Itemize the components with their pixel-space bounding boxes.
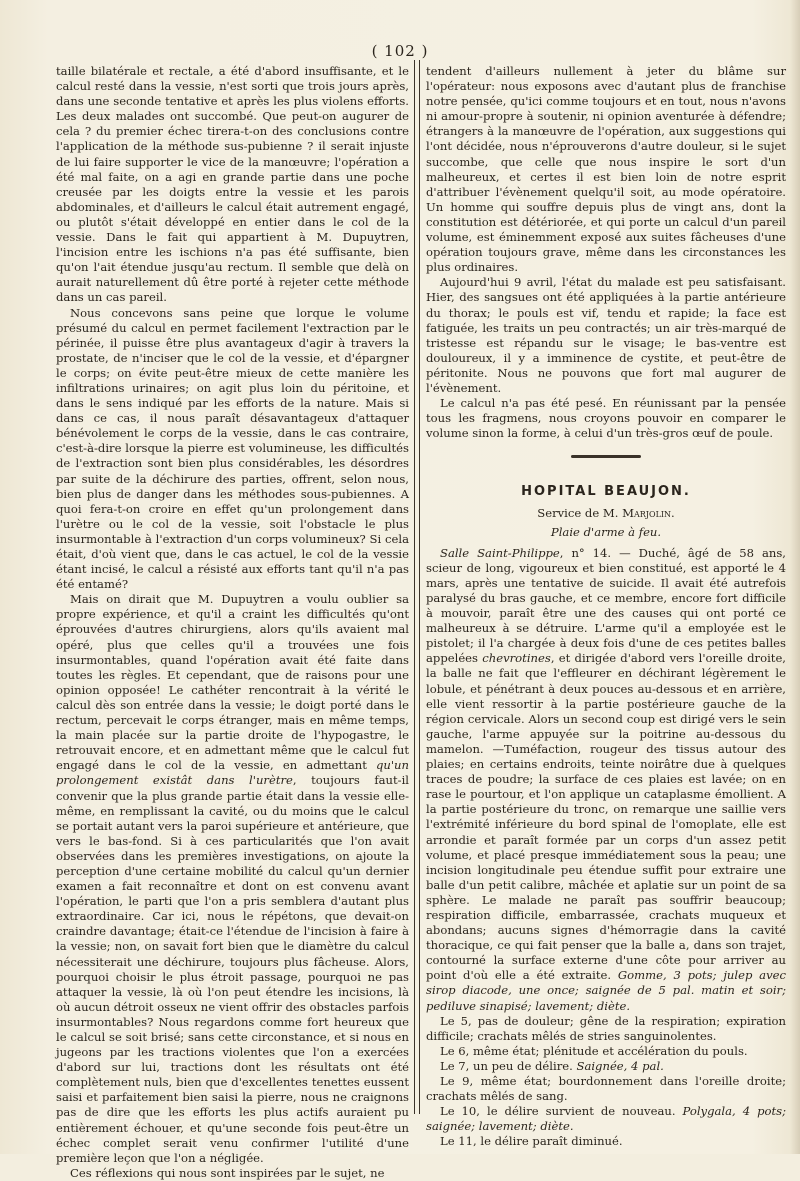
- section-title: HOPITAL BEAUJON.: [521, 484, 691, 500]
- case-title: Plaie d'arme à feu.: [550, 524, 662, 539]
- prescription: Saignée, 4 pal.: [576, 1058, 664, 1073]
- service-name: Marjolin.: [622, 505, 675, 520]
- ward-name: Salle Saint-Philippe: [440, 545, 560, 560]
- paragraph-text: Le 7, un peu de délire.: [440, 1058, 577, 1073]
- paragraph-text: , et dirigée d'abord vers l'oreille droite, la balle ne fait que l'effleurer en déchirant légèrement le lobule, et pénétrant à deux pouces au-dessous et en arrière, elle vient ressortir à la partie postérieure gauche de la région cervicale. Alors un second coup est dirigé vers le sein gauche, l'arme appuyée sur la poitrine au-dessous du mamelon. —Tuméfaction, rougeur des tissus autour des plaies; en certains endroits, teinte noirâtre due à quelques traces de poudre; la surface de ces plaies est lavée; on en rase le pourtour, et l'on applique un cataplasme émollient. A la partie postérieure du tronc, on remarque une saillie vers l'extrémité inférieure du bord spinal de l'omoplate, elle est arrondie et paraît formée par un corps d'un assez petit volume, et placé presque immédiatement sous la peau; une incision longitudinale peu étendue suffit pour extraire une balle d'un petit calibre, mâchée et aplatie sur un point de sa sphère. Le malade ne paraît pas souffrir beaucoup; respiration difficile, embarrassée, crachats muqueux et abondans; aucuns signes d'hémorragie dans la cavité thoracique, ce qui fait penser que la balle a, dans son trajet, contourné la surface externe d'une côte pour arriver au point d'où elle a été extraite.: [426, 651, 786, 983]
- paragraph-text: faut-il convenir que la plus grande partie était dans la vessie elle-même, en remplissant la cavité, ou du moins que le calcul se portait autant vers la paroi supérieure et antérieure, que vers le bas-fond. Si à ces particularités que l'on avait observées dans les premières investigations, on ajoute la perception d'une certaine mobilité du calcul qu'un dernier examen a fait reconnaître et dont on est convenu avant l'opération, le parti que l'on a pris semblera d'autant plus extraordinaire. Car ici, nous le répétons, que devait-on craindre davantage; était-ce l'étendue de l'incision à faire à la vessie; non, on savait fort bien que le diamètre du calcul nécessiterait une déchirure, toujours plus fâcheuse. Alors, pourquoi choisir le plus étroit passage, pourquoi ne pas attaquer la vessie, là où l'on peut étendre les incisions, là où aucun détroit osseux ne vient offrir des obstacles parfois insurmontables? Nous regardons comme fort heureux que le calcul se soit brisé; sans cette circonstance, et si nous en jugeons par les tractions violentes que l'on a exercées d'abord sur lui, tractions dont les résultats ont été complètement nuls, bien que d'excellentes tenettes eussent saisi et parfaitement bien saisi la pierre, nous ne craignons pas de dire que les efforts les plus actifs auraient pu entièrement échouer, et qu'une seconde fois peut-être un échec complet serait venu confirmer l'utilité d'une première leçon que l'on a négligée.: [56, 773, 410, 1165]
- italic-phrase: qu'un prolongement existât dans l'urètre: [56, 758, 409, 788]
- paragraph: [56, 592, 409, 1166]
- page-number: ( 102 ): [371, 42, 429, 60]
- paragraph-text: , n° 14. — Duché, âgé de 58 ans, scieur de long, vigoureux et bien constitué, est apporté le 4 mars, après une tentative de suicide. Il avait été autrefois paralysé du bras gauche, et ce membre, encore fort difficile à mouvoir, paraît être une des causes qui ont porté ce malheureux à se détruire. L'arme qu'il a employée est le pistolet; il l'a chargée à deux fois d'une de ces petites balles appelées: [426, 545, 786, 666]
- column-divider: [414, 60, 420, 1114]
- paragraph: Nous concevons sans peine que lorque le volume présumé du calcul en permet facilement l'extraction par le périnée, il puisse être plus avantageux d'agir à travers la prostate, de n'inciser que le col de la vessie, et d'épargner le corps; on évite peut-être mieux de cette manière les infiltrations urinaires; on agit plus loin du péritoine, et dans le sens indiqué par les efforts de la nature. Mais si dans ce cas, il nous paraît désavantageux d'attaquer bénévolement le corps de la vessie, dans le cas contraire, c'est-à-dire lorsque la pierre est volumineuse, les difficultés de l'extraction sont bien plus considérables, les désordres par suite de la déchirure des parties, offrent, selon nous, bien plus de danger dans les méthodes sous-pubiennes. A quoi fera-t-on croire en effet qu'un prolongement dans l'urètre ou le col de la vessie, soit l'obstacle le plus insurmontable à l'extraction d'un corps volumineux? Si cela était, d'où vient que, dans le cas actuel, le col de la vessie étant incisé, le calcul a résisté aux efforts tant qu'il n'a pas été entamé?: [56, 305, 409, 592]
- paragraph-text: , toujours: [292, 773, 360, 788]
- paragraph-text: Mais on dirait que M. Dupuytren a voulu oublier sa propre expérience, et qu'il a craint les difficultés qu'ont éprouvées d'autres chirurgiens, alors qu'ils avaient mal opéré, plus que celles qu'il a trouvées une fois insurmontables, quand l'opération avait été faite dans toutes les règles. Et cependant, que de raisons pour une opinion opposée! Le cathéter rencontrait à la vérité le calcul dès son entrée dans la vessie; le doigt porté dans le rectum, percevait le corps étranger, mais en même temps, la main placée sur la partie droite de l'hypogastre, le retrouvait encore, et en admettant même que le calcul fut engagé dans le col de la vessie, en admettant: [56, 592, 409, 773]
- italic-word: chevrotines: [482, 651, 551, 666]
- section-separator: [426, 449, 786, 464]
- right-column: [426, 64, 786, 1149]
- paragraph: Ces réflexions qui nous sont inspirées par le sujet, ne: [70, 1165, 385, 1180]
- daily-note: Le 6, même état; plénitude et accélération du pouls.: [440, 1043, 748, 1058]
- daily-note: Le 5, pas de douleur; gêne de la respiration; expiration difficile; crachats mêlés de stries sanguinolentes.: [426, 1013, 786, 1043]
- prescription: Polygala, 4 pots; saignée; lavement; diète.: [426, 1104, 787, 1134]
- prescription: Gomme, 3 pots; julep avec sirop diacode, une once; saignée de 5 pal. matin et soir; pediluve sinapisé; lavement; diète.: [426, 968, 786, 1013]
- daily-note: [426, 1059, 786, 1074]
- daily-note: Le 11, le délire paraît diminué.: [440, 1134, 623, 1149]
- paragraph: Le calcul n'a pas été pesé. En réunissant par la pensée tous les fragmens, nous croyons pouvoir en comparer le volume sinon la forme, à celui d'un très-gros œuf de poule.: [426, 396, 786, 441]
- paragraph: Aujourd'hui 9 avril, l'état du malade est peu satisfaisant. Hier, des sangsues ont été appliquées à la partie antérieure du thorax; le pouls est vif, tendu et rapide; la face est fatiguée, les traits un peu contractés; un air très-marqué de tristesse est répandu sur le visage; le bas-ventre est douloureux, il y a imminence de cystite, et peut-être de péritonite. Nous ne pouvons que fort mal augurer de l'évènement.: [426, 275, 786, 395]
- case-report: [426, 546, 786, 1014]
- service-line: [426, 506, 786, 521]
- page-edge-shadow: [790, 0, 800, 1154]
- daily-note: [426, 1104, 786, 1134]
- left-column: [56, 64, 409, 1181]
- paragraph-text: Le 10, le délire survient de nouveau.: [440, 1104, 683, 1119]
- service-prefix: Service de M.: [537, 505, 623, 520]
- paragraph: tendent d'ailleurs nullement à jeter du blâme sur l'opérateur: nous exposons avec d'autant plus de franchise notre pensée, qu'ici comme toujours et en tout, nous n'avons ni amour-propre à soutenir, ni opinion aventurée à défendre; étrangers à la manœuvre de l'opération, aux suggestions qui l'ont décidée, nous n'éprouverons d'autre douleur, si le sujet succombe, que celle que nous inspire le sort d'un malheureux, et certes il est bien loin de notre esprit d'attribuer l'évènement quelqu'il soit, au mode opératoire. Un homme qui souffre depuis plus de vingt ans, dont la constitution est détériorée, et qui porte un calcul d'un pareil volume, est éminemment exposé aux suites fâcheuses d'une opération toujours grave, même dans les circonstances les plus ordinaires.: [426, 64, 786, 275]
- paragraph: taille bilatérale et rectale, a été d'abord insuffisante, et le calcul resté dans la vessie, n'est sorti que trois jours après, dans une seconde tentative et après les plus violens efforts. Les deux malades ont succombé. Que peut-on augurer de cela ? du premier échec tirera-t-on des conclusions contre l'application de la méthode sus-pubienne ? il serait injuste de lui faire supporter le vice de la manœuvre; l'opération a été mal faite, on a agi en grande partie dans une poche creusée par les doigts entre la vessie et les parois abdominales, et d'ailleurs le calcul était autrement engagé, ou plutôt s'était développé en entier dans le col de la vessie. Dans le fait qui appartient à M. Dupuytren, l'incision entre les ischions n'a pas été suffisante, bien qu'on l'ait étendue jusqu'au rectum. Il semble que delà on aurait naturellement dû être porté à rejeter cette méthode dans un cas pareil.: [56, 64, 409, 305]
- daily-note: Le 9, même état; bourdonnement dans l'oreille droite; crachats mêlés de sang.: [426, 1074, 786, 1104]
